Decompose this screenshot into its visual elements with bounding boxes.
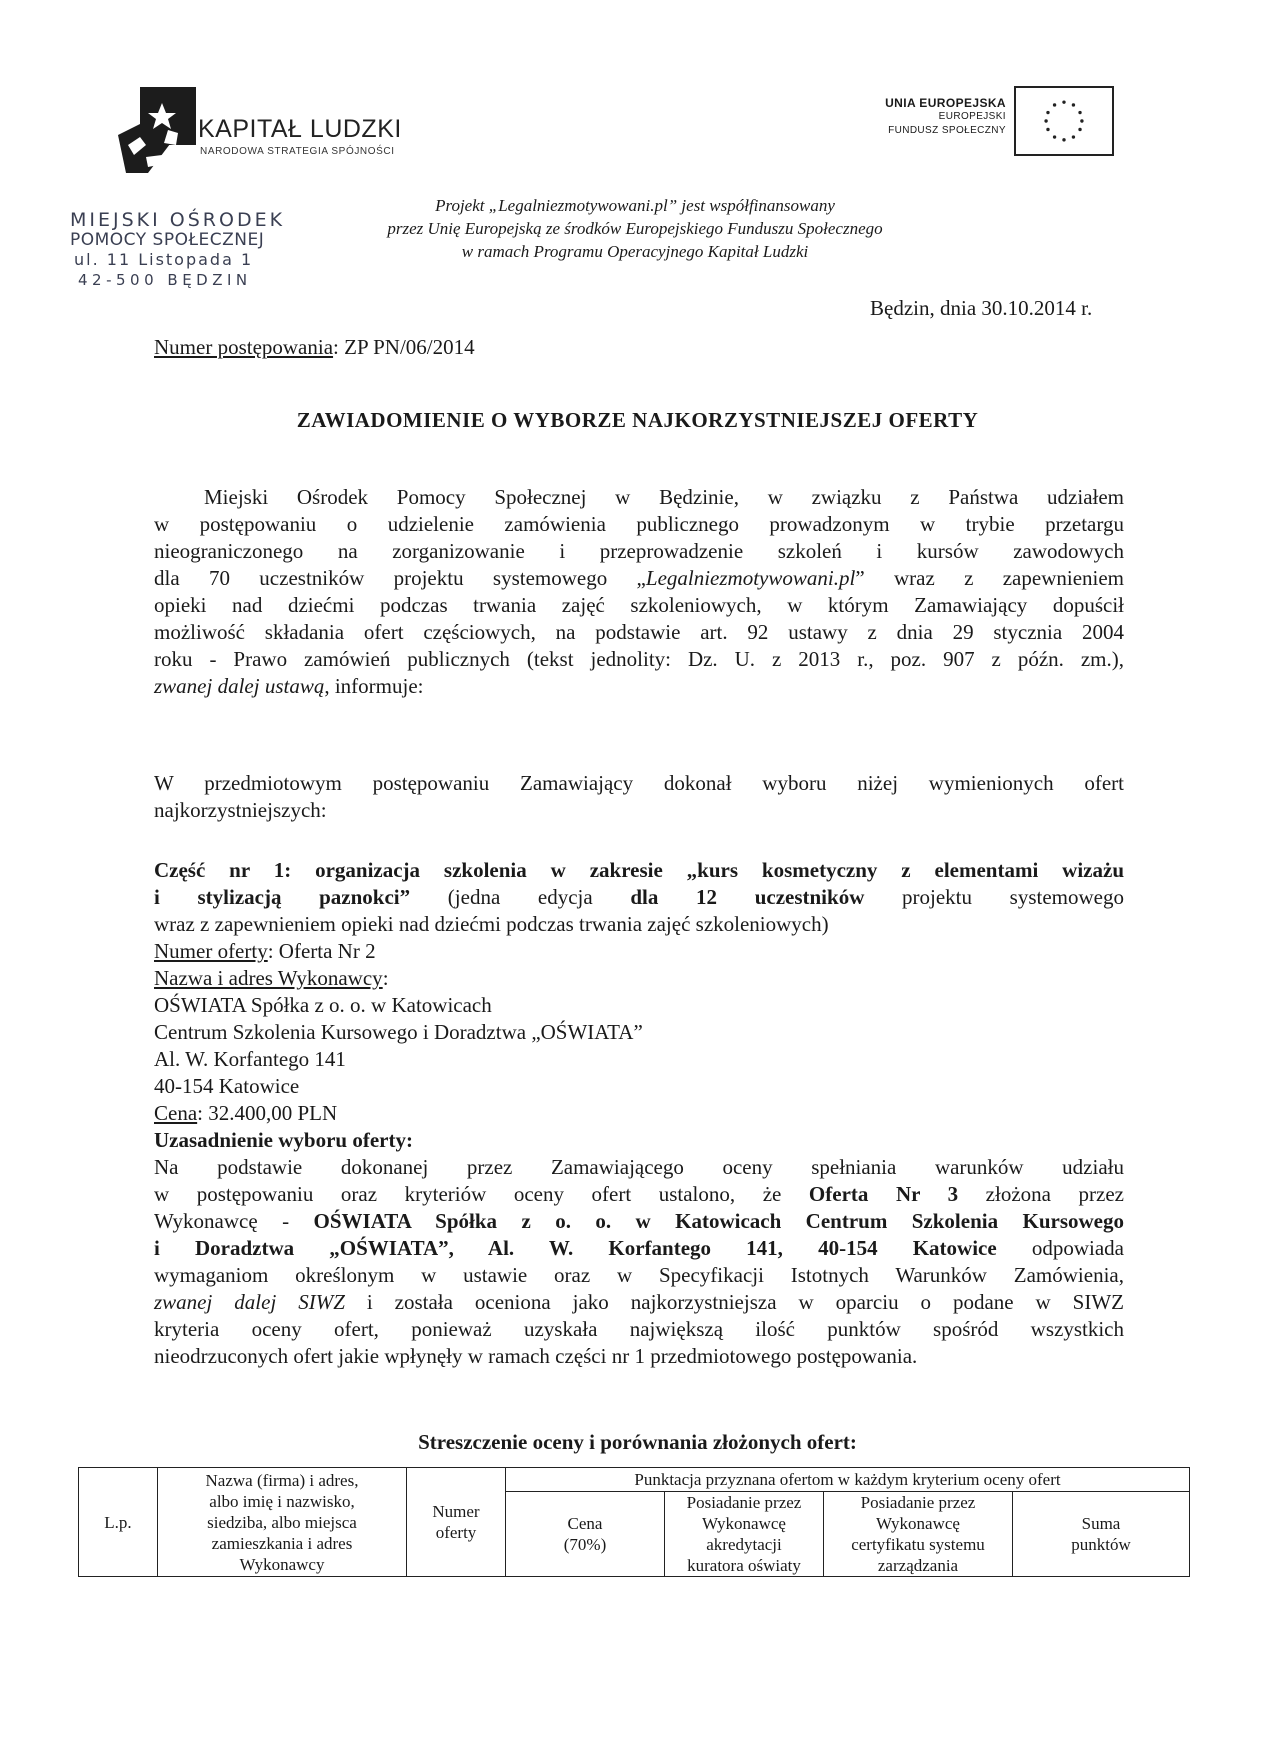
eu-funds-logo (810, 86, 1120, 158)
col-header-lp: L.p. (79, 1468, 158, 1577)
contractor-label: Nazwa i adres Wykonawcy: (154, 966, 389, 990)
col-header-price: Cena (70%) (506, 1492, 665, 1577)
kapital-ludzki-logo (118, 85, 408, 175)
intro-line: nieograniczonego na zorganizowanie i przeprowadzenie szkoleń i kursów zawodowych (154, 539, 1124, 563)
procedure-number (154, 335, 475, 360)
kapital-ludzki-emblem-icon (118, 85, 198, 175)
stamp-line-1: MIEJSKI OŚRODEK (70, 209, 286, 231)
justification-line: Na podstawie dokonanej przez Zamawiającego oceny spełniania warunków udziału (154, 1155, 1124, 1179)
intro-paragraph (154, 484, 1124, 700)
justification-line: wymaganiom określonym w ustawie oraz w Specyfikacji Istotnych Warunków Zamówienia, (154, 1263, 1124, 1287)
part1-heading-line: wraz z zapewnieniem opieki nad dziećmi podczas trwania zajęć szkoleniowych) (154, 912, 829, 936)
document-date: Będzin, dnia 30.10.2014 r. (870, 296, 1093, 320)
project-cofinancing-note (310, 194, 960, 263)
project-line-1: Projekt „Legalniezmotywowani.pl” jest współfinansowany (435, 196, 835, 215)
offer-price: Cena: 32.400,00 PLN (154, 1101, 338, 1125)
kapital-ludzki-subtitle: NARODOWA STRATEGIA SPÓJNOŚCI (200, 146, 395, 157)
intro-line: dla 70 uczestników projektu systemowego „Legalniezmotywowani.pl” wraz z zapewnieniem (154, 566, 1125, 590)
institution-stamp (70, 210, 320, 290)
intro-line: w postępowaniu o udzielenie zamówienia publicznego prowadzonym w trybie przetargu (154, 512, 1124, 536)
kapital-ludzki-title: KAPITAŁ LUDZKI (198, 115, 402, 143)
col-header-criteria: Punktacja przyznana ofertom w każdym kryterium oceny ofert (506, 1468, 1190, 1492)
intro-line: roku - Prawo zamówień publicznych (tekst jednolity: Dz. U. z 2013 r., poz. 907 z późn. zm.), (154, 647, 1124, 671)
part1-heading-line: Część nr 1: organizacja szkolenia w zakresie „kurs kosmetyczny z elementami wizażu (154, 858, 1124, 882)
offer-number: Numer oferty: Oferta Nr 2 (154, 939, 376, 963)
eu-fund-label-2: FUNDUSZ SPOŁECZNY (888, 125, 1006, 136)
project-line-2: przez Unię Europejską ze środków Europejskiego Funduszu Społecznego (387, 219, 883, 238)
contractor-address-line: Centrum Szkolenia Kursowego i Doradztwa „OŚWIATA” (154, 1020, 643, 1044)
summary-title: Streszczenie oceny i porównania złożonych ofert: (418, 1430, 857, 1454)
contractor-address-line: 40-154 Katowice (154, 1074, 300, 1098)
col-header-sum: Suma punktów (1013, 1492, 1190, 1577)
intro-line: możliwość składania ofert częściowych, na podstawie art. 92 ustawy z dnia 29 stycznia 2004 (154, 620, 1124, 644)
selection-line: najkorzystniejszych: (154, 798, 327, 822)
col-header-accreditation: Posiadanie przez Wykonawcę akredytacji kuratora oświaty (665, 1492, 824, 1577)
justification-line: i Doradztwa „OŚWIATA”, Al. W. Korfantego 141, 40-154 Katowice odpowiada (154, 1236, 1124, 1260)
stamp-line-2: POMOCY SPOŁECZNEJ (70, 230, 265, 250)
document-title: ZAWIADOMIENIE O WYBORZE NAJKORZYSTNIEJSZEJ OFERTY (296, 408, 979, 432)
intro-line: Miejski Ośrodek Pomocy Społecznej w Będzinie, w związku z Państwa udziałem (204, 485, 1124, 509)
contractor-address-line: OŚWIATA Spółka z o. o. w Katowicach (154, 993, 492, 1017)
selection-paragraph (154, 770, 1124, 824)
eu-union-label: UNIA EUROPEJSKA (885, 96, 1006, 110)
col-header-certificate: Posiadanie przez Wykonawcę certyfikatu systemu zarządzania (824, 1492, 1013, 1577)
contractor-address-line: Al. W. Korfantego 141 (154, 1047, 346, 1071)
col-header-contractor: Nazwa (firma) i adres, albo imię i nazwisko, siedziba, albo miejsca zamieszkania i adres Wykonawcy (158, 1468, 407, 1577)
project-line-3: w ramach Programu Operacyjnego Kapitał Ludzki (461, 242, 809, 261)
justification-title: Uzasadnienie wyboru oferty: (154, 1128, 413, 1152)
justification-line: w postępowaniu oraz kryteriów oceny ofert ustalono, że Oferta Nr 3 złożona przez (154, 1182, 1124, 1206)
eu-flag-icon (1014, 86, 1114, 156)
justification-line: nieodrzuconych ofert jakie wpłynęły w ramach części nr 1 przedmiotowego postępowania. (154, 1344, 918, 1368)
intro-line: zwanej dalej ustawą, informuje: (154, 674, 424, 698)
intro-line: opieki nad dziećmi podczas trwania zajęć szkoleniowych, w którym Zamawiający dopuścił (154, 593, 1124, 617)
stamp-line-4: 42-500 BĘDZIN (78, 271, 252, 289)
part1-heading-line: i stylizacją paznokci” (jedna edycja dla 12 uczestników projektu systemowego (154, 885, 1124, 909)
offers-comparison-table (78, 1467, 1190, 1577)
justification-line: zwanej dalej SIWZ i została oceniona jako najkorzystniejsza w oparciu o podane w SIWZ (154, 1290, 1124, 1314)
stamp-line-3: ul. 11 Listopada 1 (74, 250, 254, 269)
col-header-offer-number: Numer oferty (407, 1468, 506, 1577)
procedure-number-value: : ZP PN/06/2014 (333, 335, 475, 359)
justification-line: Wykonawcę - OŚWIATA Spółka z o. o. w Katowicach Centrum Szkolenia Kursowego (154, 1209, 1124, 1233)
eu-fund-label-1: EUROPEJSKI (938, 111, 1006, 122)
justification-line: kryteria oceny ofert, ponieważ uzyskała największą ilość punktów spośród wszystkich (154, 1317, 1124, 1341)
part1-section (154, 857, 1124, 1370)
selection-line: W przedmiotowym postępowaniu Zamawiający dokonał wyboru niżej wymienionych ofert (154, 771, 1124, 795)
procedure-number-label: Numer postępowania (154, 335, 334, 359)
eu-text (885, 96, 1006, 138)
